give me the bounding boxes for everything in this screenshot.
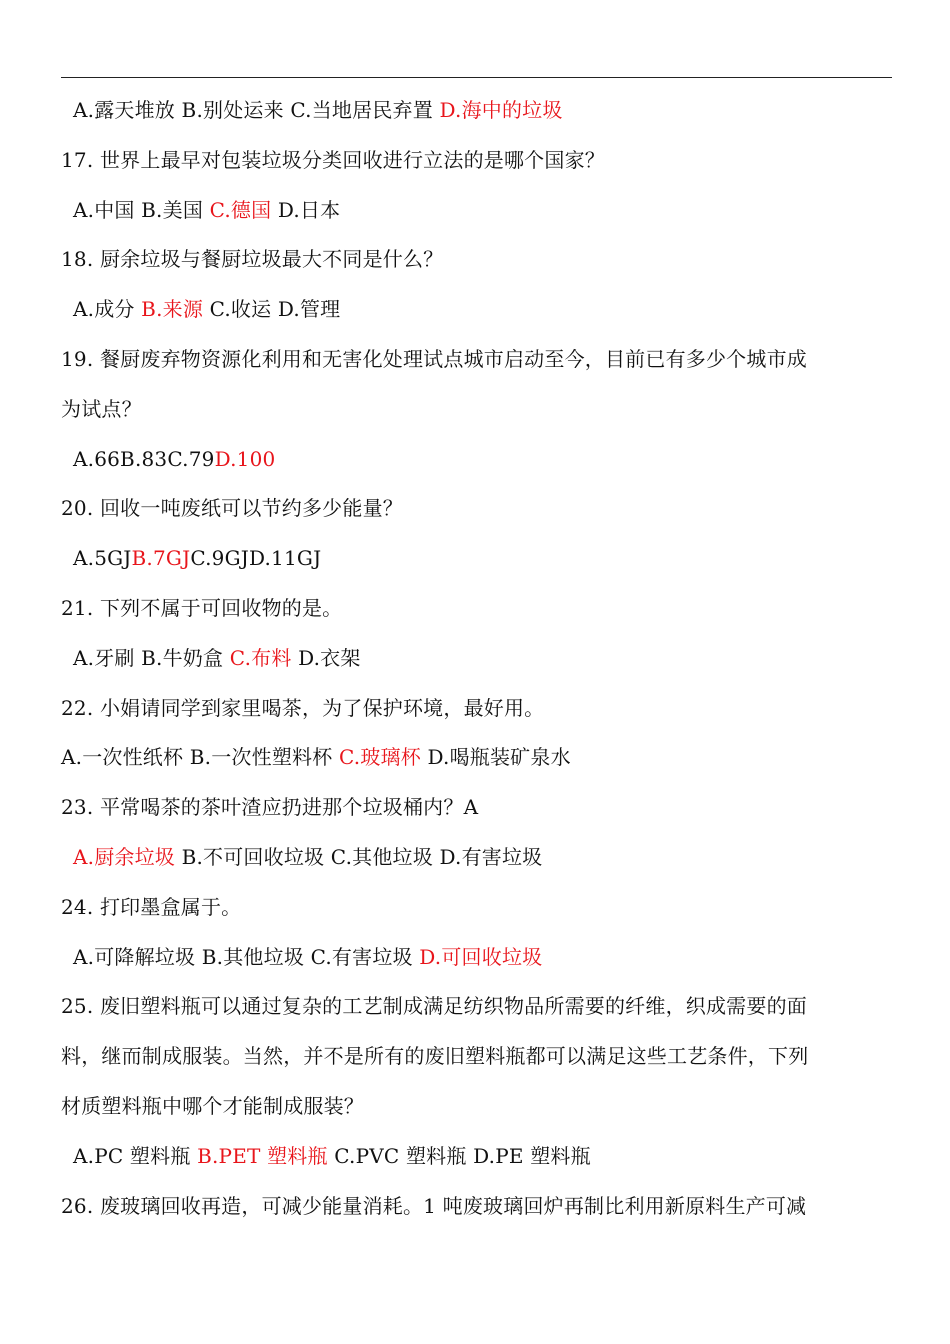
answer-options-line	[61, 634, 891, 684]
header-rule	[61, 77, 892, 78]
text-segment: C.9GJD.11GJ	[190, 546, 322, 571]
answer-options-line	[61, 1132, 891, 1182]
question-text-line	[61, 1032, 891, 1082]
question-text-line	[61, 783, 891, 833]
answer-options-line	[61, 933, 891, 983]
correct-answer: B.PET 塑料瓶	[197, 1143, 328, 1168]
text-segment: A.成分	[73, 297, 142, 322]
answer-options-line	[61, 833, 891, 883]
question-text-line	[61, 335, 891, 385]
text-segment: 25. 废旧塑料瓶可以通过复杂的工艺制成满足纺织物品所需要的纤维，织成需要的面	[61, 994, 807, 1019]
text-segment: A.5GJ	[73, 546, 132, 571]
text-segment: A.牙刷 B.牛奶盒	[73, 645, 230, 670]
text-segment: D.日本	[271, 197, 341, 222]
text-segment: A.中国 B.美国	[73, 197, 210, 222]
question-text-line	[61, 484, 891, 534]
question-text-line	[61, 883, 891, 933]
correct-answer: B.7GJ	[131, 546, 191, 571]
correct-answer: B.来源	[141, 297, 204, 322]
correct-answer: C.玻璃杯	[338, 745, 421, 770]
answer-options-line	[61, 534, 891, 584]
question-text-line	[61, 235, 891, 285]
text-segment: A.PC 塑料瓶	[73, 1143, 198, 1168]
text-segment: A.一次性纸杯 B.一次性塑料杯	[61, 745, 339, 770]
answer-options-line	[61, 186, 891, 236]
text-segment: D.衣架	[291, 645, 361, 670]
text-segment: D.喝瓶装矿泉水	[420, 745, 571, 770]
correct-answer: C.布料	[229, 645, 292, 670]
answer-options-line	[61, 435, 891, 485]
question-text-line	[61, 136, 891, 186]
text-segment: 材质塑料瓶中哪个才能制成服装？	[61, 1093, 364, 1118]
answer-options-line	[61, 86, 891, 136]
question-text-line	[61, 584, 891, 634]
correct-answer: D.可回收垃圾	[419, 944, 543, 969]
question-text-line	[61, 982, 891, 1032]
question-text-line	[61, 1082, 891, 1132]
question-text-line	[61, 1182, 891, 1232]
correct-answer: D.海中的垃圾	[439, 98, 563, 122]
answer-options-line	[61, 733, 891, 783]
text-segment: C.收运 D.管理	[203, 297, 341, 322]
text-segment: 17. 世界上最早对包装垃圾分类回收进行立法的是哪个国家？	[61, 147, 605, 172]
text-segment: 为试点？	[61, 396, 142, 421]
text-segment: 22. 小娟请同学到家里喝茶，为了保护环境，最好用。	[61, 695, 545, 720]
text-segment: 料，继而制成服装。当然，并不是所有的废旧塑料瓶都可以满足这些工艺条件，下列	[61, 1044, 809, 1069]
correct-answer: C.德国	[209, 197, 272, 222]
text-segment: 24. 打印墨盒属于。	[61, 894, 242, 919]
answer-options-line	[61, 285, 891, 335]
text-segment: 20. 回收一吨废纸可以节约多少能量？	[61, 496, 403, 521]
text-segment: A.66B.83C.79	[73, 446, 215, 471]
text-segment: A.露天堆放 B.别处运来 C.当地居民弃置	[73, 98, 440, 122]
correct-answer: A.厨余垃圾	[73, 844, 176, 869]
quiz-content	[61, 86, 891, 1231]
text-segment: C.PVC 塑料瓶 D.PE 塑料瓶	[327, 1143, 591, 1168]
question-text-line	[61, 385, 891, 435]
correct-answer: D.100	[214, 446, 276, 471]
text-segment: 23. 平常喝茶的茶叶渣应扔进那个垃圾桶内？A	[61, 795, 479, 820]
text-segment: A.可降解垃圾 B.其他垃圾 C.有害垃圾	[73, 944, 420, 969]
text-segment: 26. 废玻璃回收再造，可减少能量消耗。1 吨废玻璃回炉再制比利用新原料生产可减	[61, 1193, 807, 1218]
text-segment: 21. 下列不属于可回收物的是。	[61, 595, 343, 620]
text-segment: B.不可回收垃圾 C.其他垃圾 D.有害垃圾	[175, 844, 543, 869]
text-segment: 18. 厨余垃圾与餐厨垃圾最大不同是什么？	[61, 247, 444, 272]
question-text-line	[61, 684, 891, 734]
text-segment: 19. 餐厨废弃物资源化利用和无害化处理试点城市启动至今，目前已有多少个城市成	[61, 346, 807, 371]
